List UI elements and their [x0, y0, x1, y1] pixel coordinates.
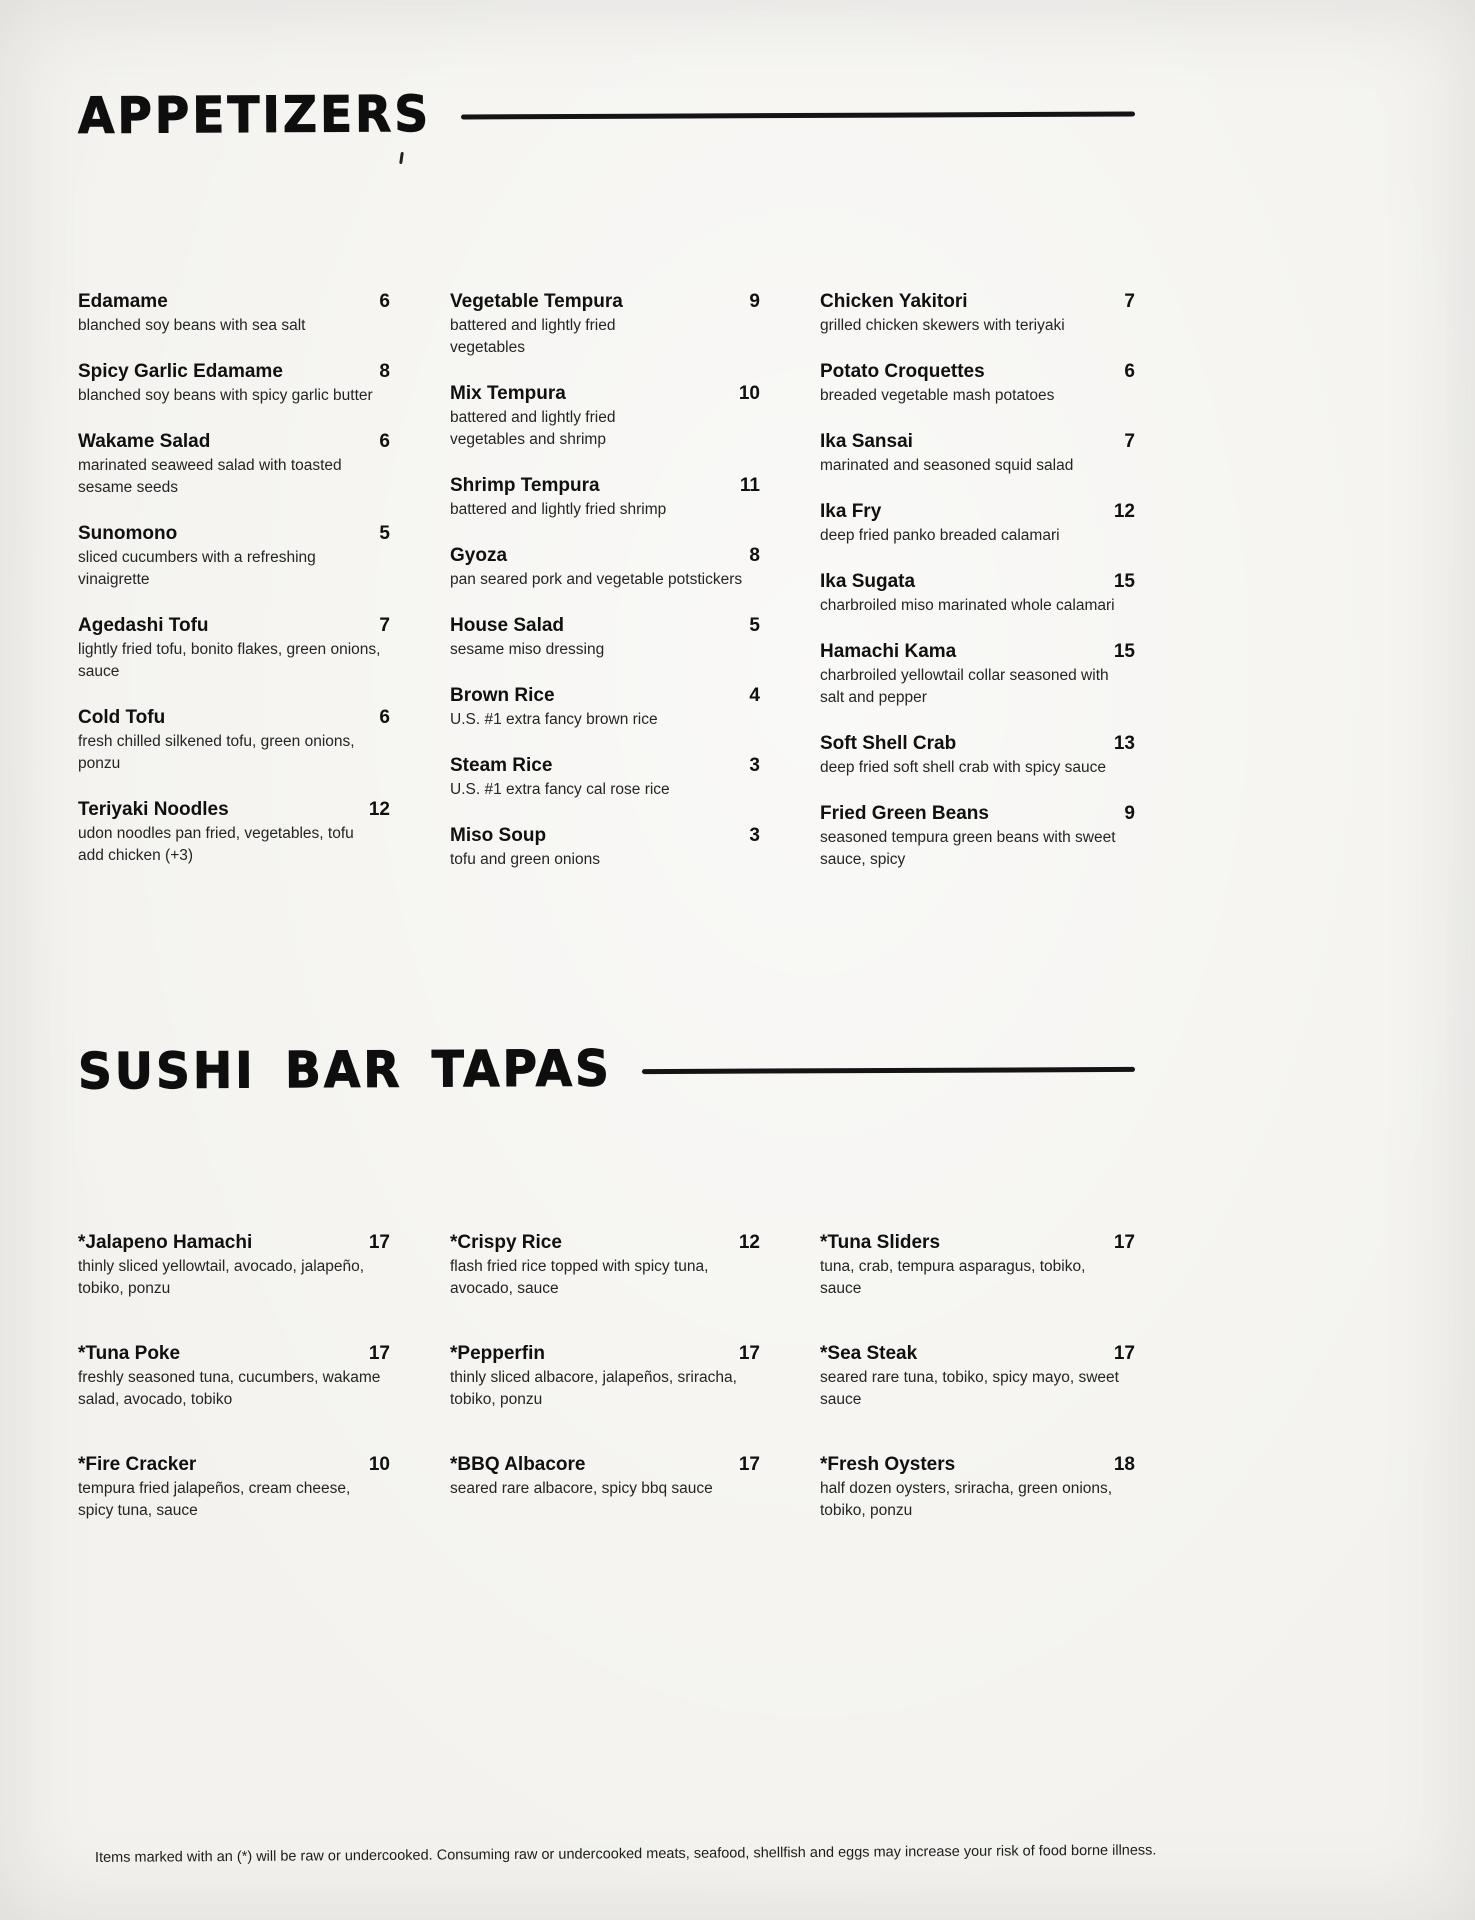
item-description-line: sauce, spicy — [820, 851, 906, 868]
item-price: 8 — [749, 545, 760, 566]
sushi-bar-tapas-section — [77, 1039, 1135, 1563]
item-name: Ika Sugata — [820, 571, 916, 592]
menu-item — [78, 289, 390, 336]
appetizers-section — [78, 0, 1135, 893]
item-name: *Jalapeno Hamachi — [78, 1232, 253, 1253]
menu-item — [78, 1341, 390, 1410]
item-description-line: pan seared pork and vegetable potstickers — [450, 571, 743, 588]
menu-item — [820, 1230, 1135, 1299]
item-description-line: seasoned tempura green beans with sweet — [820, 829, 1116, 846]
item-name: Sunomono — [78, 523, 178, 544]
menu-item-head — [450, 381, 760, 406]
item-description-line: add chicken (+3) — [78, 847, 194, 864]
item-description-line: battered and lightly fried shrimp — [450, 501, 667, 518]
item-price: 12 — [738, 1232, 760, 1253]
item-price: 12 — [1113, 501, 1135, 522]
menu-item — [450, 1452, 760, 1499]
item-description-line: vinaigrette — [78, 571, 150, 588]
item-name: Steam Rice — [450, 755, 553, 776]
menu-item-head — [820, 731, 1135, 756]
raw-food-disclaimer: Items marked with an (*) will be raw or undercooked. Consuming raw or undercooked meats, seafood, shellfish and eggs may increase your risk of food borne illness. — [94, 1842, 1157, 1866]
item-description-line: marinated and seasoned squid salad — [820, 457, 1074, 474]
menu-item — [78, 1230, 390, 1299]
item-price: 6 — [379, 291, 390, 312]
menu-column — [820, 1230, 1135, 1563]
item-description-line: deep fried panko breaded calamari — [820, 527, 1060, 544]
item-name: Miso Soup — [450, 825, 547, 846]
item-name: Ika Sansai — [820, 431, 913, 452]
item-description-line: battered and lightly fried — [450, 409, 616, 426]
item-name: Edamame — [78, 291, 168, 312]
item-name: Chicken Yakitori — [820, 291, 968, 312]
item-description-line: thinly sliced albacore, jalapeños, sriracha, — [450, 1369, 737, 1386]
item-description-line: battered and lightly fried — [450, 317, 616, 334]
menu-item-head — [820, 359, 1135, 384]
item-name: Shrimp Tempura — [450, 475, 600, 496]
item-description-line: thinly sliced yellowtail, avocado, jalapeño, — [78, 1258, 365, 1275]
item-description-line: spicy tuna, sauce — [78, 1502, 198, 1519]
menu-item — [450, 613, 760, 660]
item-description-line: deep fried soft shell crab with spicy sauce — [820, 759, 1107, 776]
item-description-line: half dozen oysters, sriracha, green onions, — [820, 1480, 1113, 1497]
item-price: 9 — [1124, 803, 1135, 824]
item-name: *BBQ Albacore — [450, 1454, 586, 1475]
menu-item — [78, 521, 390, 590]
item-name: *Fresh Oysters — [820, 1454, 956, 1475]
item-description-line: sesame seeds — [78, 479, 178, 496]
item-description-line: udon noodles pan fried, vegetables, tofu — [78, 825, 354, 842]
menu-item-head — [78, 429, 390, 454]
menu-item-head — [78, 521, 390, 546]
menu-item — [820, 1341, 1135, 1410]
menu-item-head — [450, 823, 760, 848]
menu-item — [450, 289, 760, 358]
item-name: Fried Green Beans — [820, 803, 989, 824]
item-description-line: tofu and green onions — [450, 851, 600, 868]
item-description-line: grilled chicken skewers with teriyaki — [820, 317, 1065, 334]
item-description-line: charbroiled miso marinated whole calamari — [820, 597, 1115, 614]
item-price: 17 — [1113, 1232, 1135, 1253]
menu-item-head — [78, 613, 390, 638]
appetizers-columns — [78, 289, 1135, 893]
item-description-line: U.S. #1 extra fancy cal rose rice — [450, 781, 670, 798]
item-price: 12 — [368, 799, 390, 820]
menu-item-head — [78, 289, 390, 314]
item-name: Ika Fry — [820, 501, 882, 522]
menu-item — [78, 1452, 390, 1521]
menu-item — [820, 1452, 1135, 1521]
item-price: 15 — [1113, 571, 1135, 592]
item-name: *Tuna Sliders — [820, 1232, 941, 1253]
item-name: Hamachi Kama — [820, 641, 957, 662]
item-price: 17 — [738, 1343, 760, 1364]
item-price: 6 — [379, 707, 390, 728]
item-name: Potato Croquettes — [820, 361, 985, 382]
item-price: 15 — [1113, 641, 1135, 662]
item-description-line: marinated seaweed salad with toasted — [78, 457, 342, 474]
menu-item — [450, 683, 760, 730]
item-name: *Tuna Poke — [78, 1343, 181, 1364]
menu-item — [450, 823, 760, 870]
menu-item-head — [450, 1452, 760, 1477]
menu-item — [450, 543, 760, 590]
menu-item — [820, 429, 1135, 476]
item-name: Soft Shell Crab — [820, 733, 957, 754]
item-price: 5 — [379, 523, 390, 544]
item-description-line: sauce — [820, 1391, 862, 1408]
menu-item-head — [450, 1230, 760, 1255]
item-description-line: sesame miso dressing — [450, 641, 605, 658]
item-name: Cold Tofu — [78, 707, 166, 728]
menu-item — [78, 797, 390, 866]
appetizers-title: APPETIZERS — [77, 85, 432, 146]
item-name: *Pepperfin — [450, 1343, 546, 1364]
item-description-line: tobiko, ponzu — [820, 1502, 913, 1519]
item-price: 7 — [1124, 431, 1135, 452]
menu-item — [820, 289, 1135, 336]
menu-item-head — [450, 753, 760, 778]
item-price: 6 — [1124, 361, 1135, 382]
menu-item — [78, 705, 390, 774]
item-description-line: tempura fried jalapeños, cream cheese, — [78, 1480, 351, 1497]
item-description-line: blanched soy beans with spicy garlic butter — [78, 387, 373, 404]
item-name: Gyoza — [450, 545, 508, 566]
menu-item — [78, 429, 390, 498]
menu-item-head — [450, 683, 760, 708]
item-price: 13 — [1113, 733, 1135, 754]
item-description-line: tobiko, ponzu — [450, 1391, 543, 1408]
menu-item-head — [78, 1230, 390, 1255]
item-price: 10 — [368, 1454, 390, 1475]
item-price: 3 — [749, 755, 760, 776]
menu-item-head — [820, 1452, 1135, 1477]
item-price: 10 — [738, 383, 760, 404]
item-name: House Salad — [450, 615, 565, 636]
item-name: Spicy Garlic Edamame — [78, 361, 283, 382]
item-name: Vegetable Tempura — [450, 291, 623, 312]
item-description-line: freshly seasoned tuna, cucumbers, wakame — [78, 1369, 381, 1386]
menu-column — [78, 289, 390, 889]
menu-item-head — [820, 429, 1135, 454]
item-price: 6 — [379, 431, 390, 452]
item-description-line: salad, avocado, tobiko — [78, 1391, 233, 1408]
item-description-line: flash fried rice topped with spicy tuna, — [450, 1258, 709, 1275]
item-description-line: seared rare albacore, spicy bbq sauce — [450, 1480, 713, 1497]
menu-item — [820, 569, 1135, 616]
item-description-line: ponzu — [78, 755, 121, 772]
menu-item — [450, 753, 760, 800]
menu-column — [450, 1230, 760, 1541]
sushi-bar-tapas-title: SUSHI BAR TAPAS — [77, 1039, 613, 1102]
menu-item — [820, 801, 1135, 870]
item-description-line: U.S. #1 extra fancy brown rice — [450, 711, 658, 728]
menu-item-head — [450, 543, 760, 568]
item-description-line: tobiko, ponzu — [78, 1280, 171, 1297]
appetizers-header — [77, 0, 1135, 146]
item-name: Brown Rice — [450, 685, 555, 706]
menu-item-head — [820, 801, 1135, 826]
item-price: 7 — [1124, 291, 1135, 312]
item-description-line: vegetables — [450, 339, 525, 356]
menu-item — [78, 613, 390, 682]
menu-item-head — [78, 797, 390, 822]
menu-column — [450, 289, 760, 893]
menu-item — [820, 639, 1135, 708]
menu-item-head — [450, 473, 760, 498]
menu-item-head — [820, 639, 1135, 664]
menu-item-head — [78, 1452, 390, 1477]
menu-item-head — [820, 569, 1135, 594]
menu-item — [450, 381, 760, 450]
menu-item — [820, 359, 1135, 406]
item-description-line: tuna, crab, tempura asparagus, tobiko, — [820, 1258, 1086, 1275]
menu-item-head — [78, 359, 390, 384]
item-price: 9 — [749, 291, 760, 312]
menu-column — [820, 289, 1135, 893]
item-description-line: salt and pepper — [820, 689, 927, 706]
item-price: 17 — [1113, 1343, 1135, 1364]
menu-item-head — [450, 289, 760, 314]
item-description-line: seared rare tuna, tobiko, spicy mayo, sweet — [820, 1369, 1119, 1386]
menu-item-head — [820, 1230, 1135, 1255]
item-description-line: blanched soy beans with sea salt — [78, 317, 306, 334]
item-name: Wakame Salad — [78, 431, 211, 452]
item-price: 17 — [368, 1343, 390, 1364]
item-description-line: sliced cucumbers with a refreshing — [78, 549, 316, 566]
menu-item-head — [78, 705, 390, 730]
item-description-line: vegetables and shrimp — [450, 431, 606, 448]
item-description-line: sauce — [78, 663, 120, 680]
item-name: *Crispy Rice — [450, 1232, 562, 1253]
item-price: 4 — [749, 685, 760, 706]
menu-item-head — [78, 1341, 390, 1366]
item-price: 18 — [1113, 1454, 1135, 1475]
item-price: 17 — [738, 1454, 760, 1475]
menu-item-head — [450, 1341, 760, 1366]
menu-item-head — [450, 613, 760, 638]
item-name: *Fire Cracker — [78, 1454, 197, 1475]
item-price: 5 — [749, 615, 760, 636]
menu-item-head — [820, 499, 1135, 524]
item-description-line: sauce — [820, 1280, 862, 1297]
item-price: 8 — [379, 361, 390, 382]
item-name: Teriyaki Noodles — [78, 799, 229, 820]
menu-item — [450, 1341, 760, 1410]
menu-item — [820, 499, 1135, 546]
item-price: 3 — [749, 825, 760, 846]
menu-item — [450, 473, 760, 520]
menu-item-head — [820, 289, 1135, 314]
item-price: 17 — [368, 1232, 390, 1253]
menu-item-head — [820, 1341, 1135, 1366]
item-name: Mix Tempura — [450, 383, 566, 404]
item-description-line: charbroiled yellowtail collar seasoned with — [820, 667, 1109, 684]
menu-column — [78, 1230, 390, 1563]
item-description-line: lightly fried tofu, bonito flakes, green onions, — [78, 641, 381, 658]
item-name: Agedashi Tofu — [78, 615, 209, 636]
item-description-line: breaded vegetable mash potatoes — [820, 387, 1055, 404]
item-description-line: fresh chilled silkened tofu, green onions, — [78, 733, 355, 750]
item-price: 7 — [379, 615, 390, 636]
appetizers-divider-line — [461, 112, 1135, 120]
item-name: *Sea Steak — [820, 1343, 918, 1364]
item-description-line: avocado, sauce — [450, 1280, 559, 1297]
item-price: 11 — [739, 475, 760, 496]
sushi-bar-tapas-header — [77, 1039, 1135, 1102]
menu-item — [450, 1230, 760, 1299]
menu-item — [820, 731, 1135, 778]
menu-item — [78, 359, 390, 406]
sushi-bar-tapas-divider-line — [642, 1067, 1135, 1074]
sushi-bar-tapas-columns — [78, 1230, 1135, 1563]
